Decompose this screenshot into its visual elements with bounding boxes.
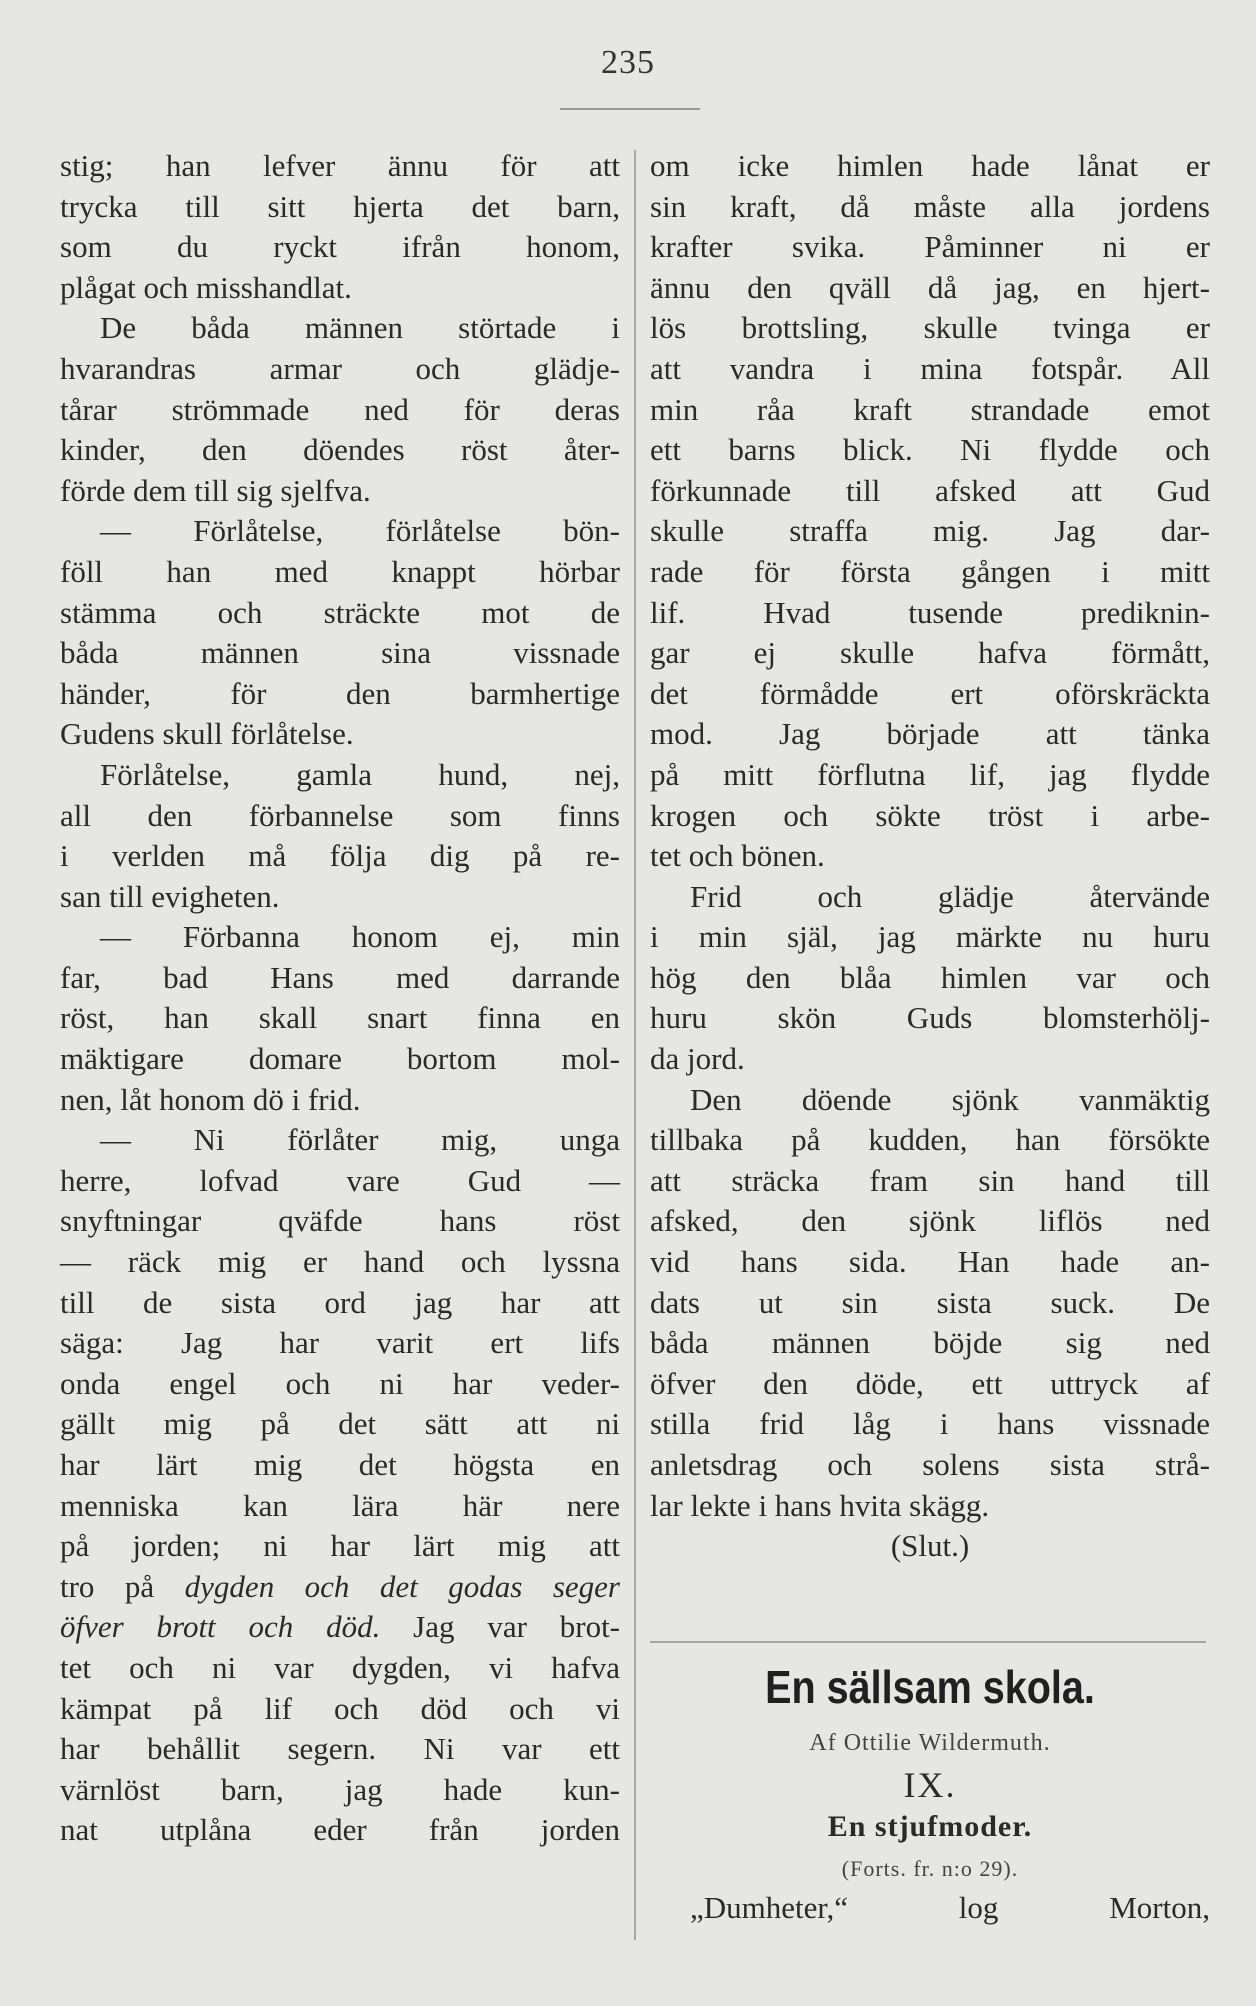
text-line: „Dumheter,“ log Morton, <box>690 1890 1210 1925</box>
text-line: om icke himlen hade lånat er <box>650 148 1210 183</box>
paragraph <box>650 877 1210 1080</box>
continued-text: (Forts. fr. n:o 29). <box>841 1856 1019 1881</box>
text-line: till de sista ord jag har att <box>60 1284 620 1320</box>
text-line: mod. Jag började att tänka <box>650 716 1210 752</box>
text-line: gällt mig på det sätt att ni <box>60 1406 620 1442</box>
text-line: kämpat på lif och död och vi <box>60 1690 620 1726</box>
article-first-line <box>690 1888 1210 1929</box>
text-line: i min själ, jag märkte nu huru <box>650 919 1210 955</box>
text-line: min råa kraft strandade emot <box>650 391 1210 427</box>
text-line: snyftningar qväfde hans röst <box>60 1203 620 1239</box>
text-line: stämma och sträckte mot de <box>60 594 620 630</box>
text-line: lif. Hvad tusende prediknin- <box>650 594 1210 630</box>
paragraph <box>60 1120 620 1567</box>
text-line: da jord. <box>650 1041 745 1077</box>
text-line: det förmådde ert oförskräckta <box>650 675 1210 711</box>
text-line: på jorden; ni har lärt mig att <box>60 1528 620 1564</box>
text-line: öfver den döde, ett uttryck af <box>650 1365 1210 1401</box>
text-line: skulle straffa mig. Jag dar- <box>650 513 1210 549</box>
text-line: — Förbanna honom ej, min <box>100 919 620 955</box>
byline-text: Af Ottilie Wildermuth. <box>809 1730 1051 1756</box>
left-column <box>60 146 620 1851</box>
page-number: 235 <box>601 44 655 81</box>
text-line: stig; han lefver ännu för att <box>60 148 620 183</box>
paragraph <box>60 1567 620 1851</box>
text-run: Jag var brot- <box>380 1609 621 1645</box>
text-line: som du ryckt ifrån honom, <box>60 229 620 265</box>
paragraph <box>650 1526 1210 1567</box>
text-line: menniska kan lära här nere <box>60 1487 620 1523</box>
text-line: föll han med knappt hörbar <box>60 553 620 589</box>
text-line: tet och bönen. <box>650 838 825 874</box>
paragraph <box>650 146 1210 877</box>
text-line: huru skön Guds blomsterhölj- <box>650 1000 1210 1036</box>
paragraph <box>60 308 620 511</box>
paragraph <box>60 146 620 308</box>
text-line: båda männen böjde sig ned <box>650 1325 1210 1361</box>
text-line: rade för första gången i mitt <box>650 553 1210 589</box>
chapter-number <box>650 1764 1210 1806</box>
end-marker: (Slut.) <box>890 1528 970 1564</box>
top-rule <box>560 108 700 110</box>
text-line: onda engel och ni har veder- <box>60 1365 620 1401</box>
text-line: krafter svika. Påminner ni er <box>650 229 1210 265</box>
text-line: att vandra i mina fotspår. All <box>650 350 1210 386</box>
text-line: förde dem till sig sjelfva. <box>60 472 371 508</box>
chapter-text: IX. <box>903 1765 957 1805</box>
text-line: anletsdrag och solens sista strå- <box>650 1447 1210 1482</box>
text-line: hög den blåa himlen var och <box>650 959 1210 995</box>
text-line: ett barns blick. Ni flydde och <box>650 432 1210 468</box>
text-line: kinder, den döendes röst åter- <box>60 432 620 468</box>
text-line: har lärt mig det högsta en <box>60 1447 620 1482</box>
text-line: vid hans sida. Han hade an- <box>650 1244 1210 1280</box>
text-run: tro på <box>60 1568 185 1604</box>
text-line <box>60 1567 620 1608</box>
italic-run: dygden och det godas seger <box>184 1568 620 1604</box>
paragraph <box>60 755 620 917</box>
article-title: En sällsam skola. <box>765 1661 1095 1713</box>
section-rule <box>650 1641 1206 1643</box>
text-line: all den förbannelse som finns <box>60 797 620 833</box>
text-line: san till evigheten. <box>60 878 280 914</box>
text-line: på mitt förflutna lif, jag flydde <box>650 756 1210 792</box>
article-byline <box>650 1730 1210 1757</box>
text-line: krogen och sökte tröst i arbe- <box>650 797 1210 833</box>
text-line: händer, för den barmhertige <box>60 675 620 711</box>
text-line: De båda männen störtade i <box>100 310 620 346</box>
italic-run: öfver brott och död. <box>60 1609 381 1645</box>
text-line: har behållit segern. Ni var ett <box>60 1731 620 1767</box>
text-line: — Ni förlåter mig, unga <box>100 1122 620 1158</box>
text-line: mäktigare domare bortom mol- <box>60 1041 620 1077</box>
text-line: lar lekte i hans hvita skägg. <box>650 1487 990 1523</box>
text-line: i verlden må följa dig på re- <box>60 838 620 874</box>
text-line: Gudens skull förlåtelse. <box>60 716 354 752</box>
text-line: tet och ni var dygden, vi hafva <box>60 1649 620 1685</box>
text-line: nat utplåna eder från jorden <box>60 1812 620 1848</box>
text-line: båda männen sina vissnade <box>60 635 620 671</box>
paragraph <box>650 1080 1210 1527</box>
paragraph <box>60 511 620 755</box>
text-line: far, bad Hans med darrande <box>60 959 620 995</box>
text-line: säga: Jag har varit ert lifs <box>60 1325 620 1361</box>
text-line: tillbaka på kudden, han försökte <box>650 1122 1210 1158</box>
subtitle-text: En stjufmoder. <box>827 1810 1033 1843</box>
right-column <box>650 146 1210 1567</box>
text-line: — räck mig er hand och lyssna <box>60 1244 620 1280</box>
column-divider <box>634 150 636 1940</box>
text-line: trycka till sitt hjerta det barn, <box>60 188 620 224</box>
text-line: ännu den qväll då jag, en hjert- <box>650 269 1210 305</box>
text-line: afsked, den sjönk liflös ned <box>650 1203 1210 1239</box>
chapter-subtitle <box>650 1810 1210 1844</box>
text-line: stilla frid låg i hans vissnade <box>650 1406 1210 1442</box>
paragraph <box>60 917 620 1120</box>
text-line: hvarandras armar och glädje- <box>60 350 620 386</box>
text-line: nen, låt honom dö i frid. <box>60 1081 361 1117</box>
text-line: plågat och misshandlat. <box>60 269 352 305</box>
text-line: lös brottsling, skulle tvinga er <box>650 310 1210 346</box>
text-line: sin kraft, då måste alla jordens <box>650 188 1210 224</box>
text-line <box>60 1607 620 1648</box>
continued-note <box>650 1856 1210 1882</box>
text-line: Frid och glädje återvände <box>690 878 1210 914</box>
text-line: Den döende sjönk vanmäktig <box>690 1081 1210 1117</box>
text-line: förkunnade till afsked att Gud <box>650 472 1210 508</box>
text-line: herre, lofvad vare Gud — <box>60 1162 620 1198</box>
text-line: — Förlåtelse, förlåtelse bön- <box>100 513 620 549</box>
text-line: Förlåtelse, gamla hund, nej, <box>100 756 620 792</box>
text-line: gar ej skulle hafva förmått, <box>650 635 1210 671</box>
text-line: dats ut sin sista suck. De <box>650 1284 1210 1320</box>
text-line: röst, han skall snart finna en <box>60 1000 620 1036</box>
next-article-heading <box>650 1660 1210 1714</box>
text-line: tårar strömmade ned för deras <box>60 391 620 427</box>
text-line: att sträcka fram sin hand till <box>650 1162 1210 1198</box>
text-line: värnlöst barn, jag hade kun- <box>60 1771 620 1807</box>
